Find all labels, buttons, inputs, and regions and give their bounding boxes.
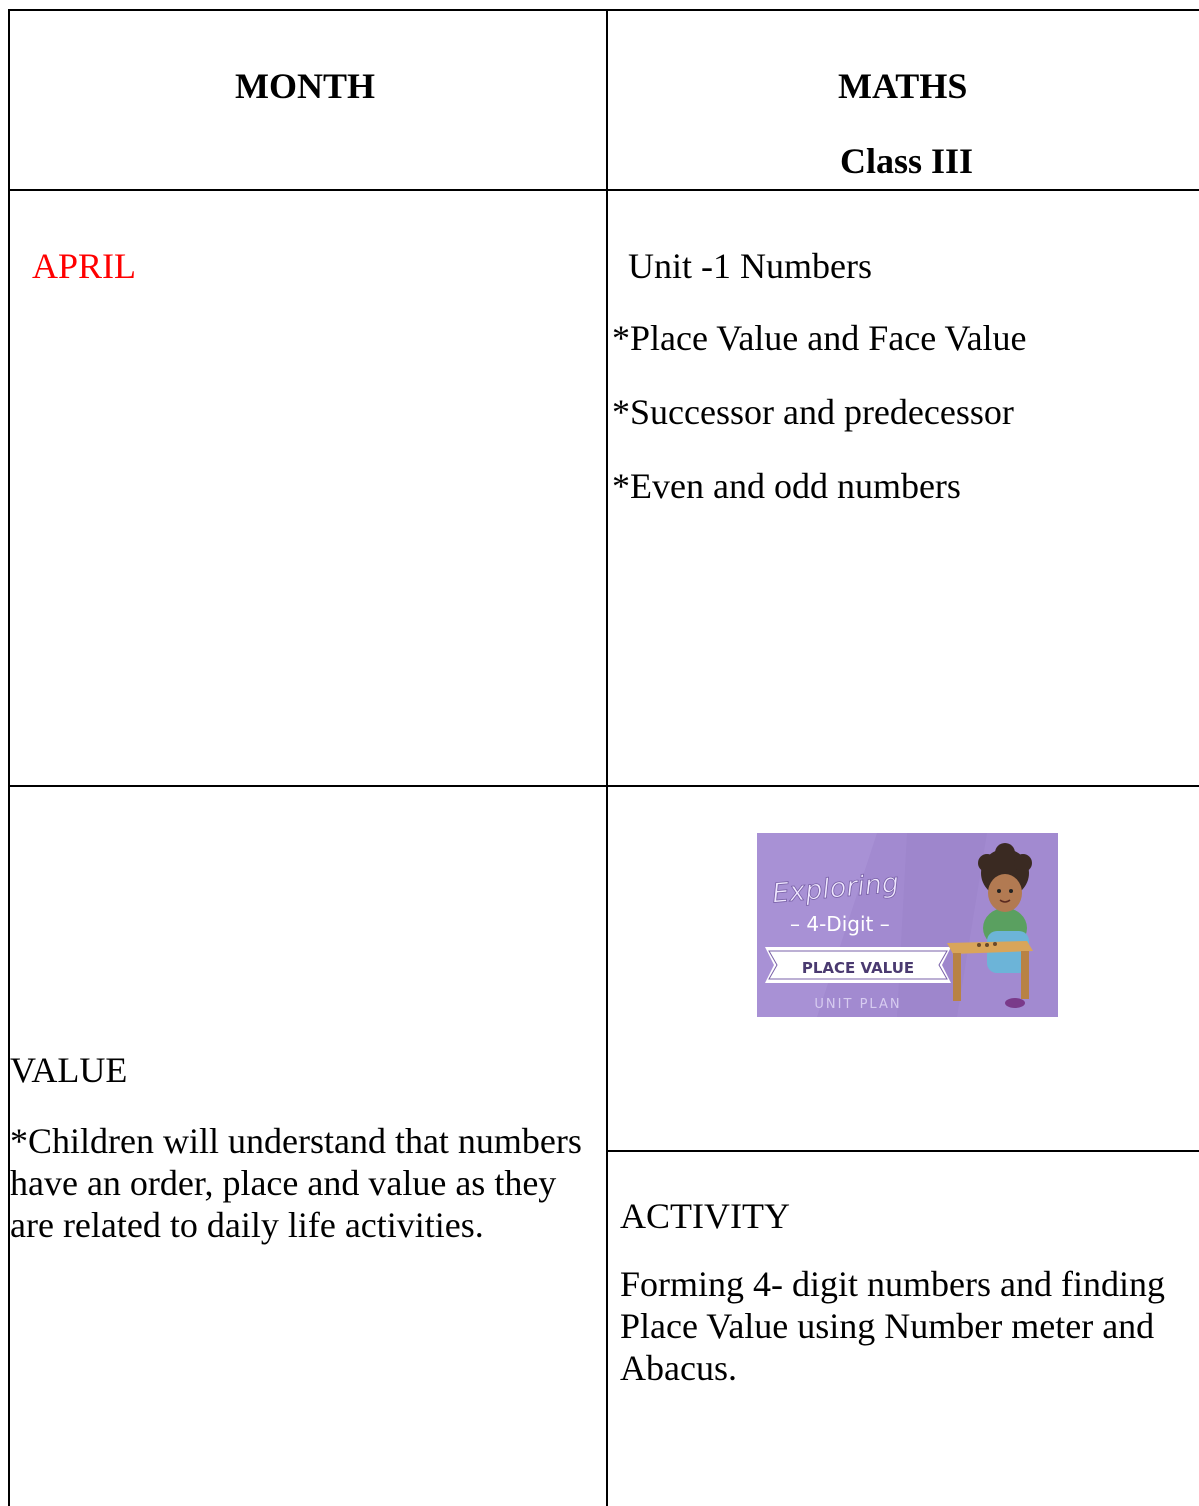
value-text-line: are related to daily life activities.: [10, 1205, 484, 1245]
unit-title: Unit -1 Numbers: [628, 246, 872, 286]
image-title-word: Exploring: [770, 867, 901, 910]
value-heading: VALUE: [10, 1050, 128, 1090]
image-footer: UNIT PLAN: [814, 997, 902, 1012]
activity-text-line: Forming 4- digit numbers and finding: [620, 1264, 1165, 1304]
table-left-border: [8, 9, 10, 1506]
month-column-header: MONTH: [235, 66, 375, 106]
image-subtitle: – 4-Digit –: [790, 912, 890, 936]
subject-header: MATHS: [838, 66, 968, 106]
header-row-divider: [8, 189, 1199, 191]
month-name: APRIL: [32, 246, 137, 286]
activity-heading: ACTIVITY: [620, 1196, 790, 1236]
class-header: Class III: [840, 141, 974, 181]
image-banner: PLACE VALUE: [801, 959, 915, 977]
topic-item: *Successor and predecessor: [612, 392, 1014, 432]
place-value-unit-plan-image: [757, 833, 1058, 1017]
value-text-line: *Children will understand that numbers: [10, 1121, 582, 1161]
activity-text-line: Abacus.: [620, 1348, 737, 1388]
table-top-border: [8, 9, 1199, 11]
table-column-divider: [606, 9, 608, 1506]
value-text-line: have an order, place and value as they: [10, 1163, 557, 1203]
image-activity-divider: [606, 1150, 1199, 1152]
april-row-divider: [8, 785, 1199, 787]
activity-text-line: Place Value using Number meter and: [620, 1306, 1155, 1346]
topic-item: *Place Value and Face Value: [612, 318, 1027, 358]
topic-item: *Even and odd numbers: [612, 466, 961, 506]
